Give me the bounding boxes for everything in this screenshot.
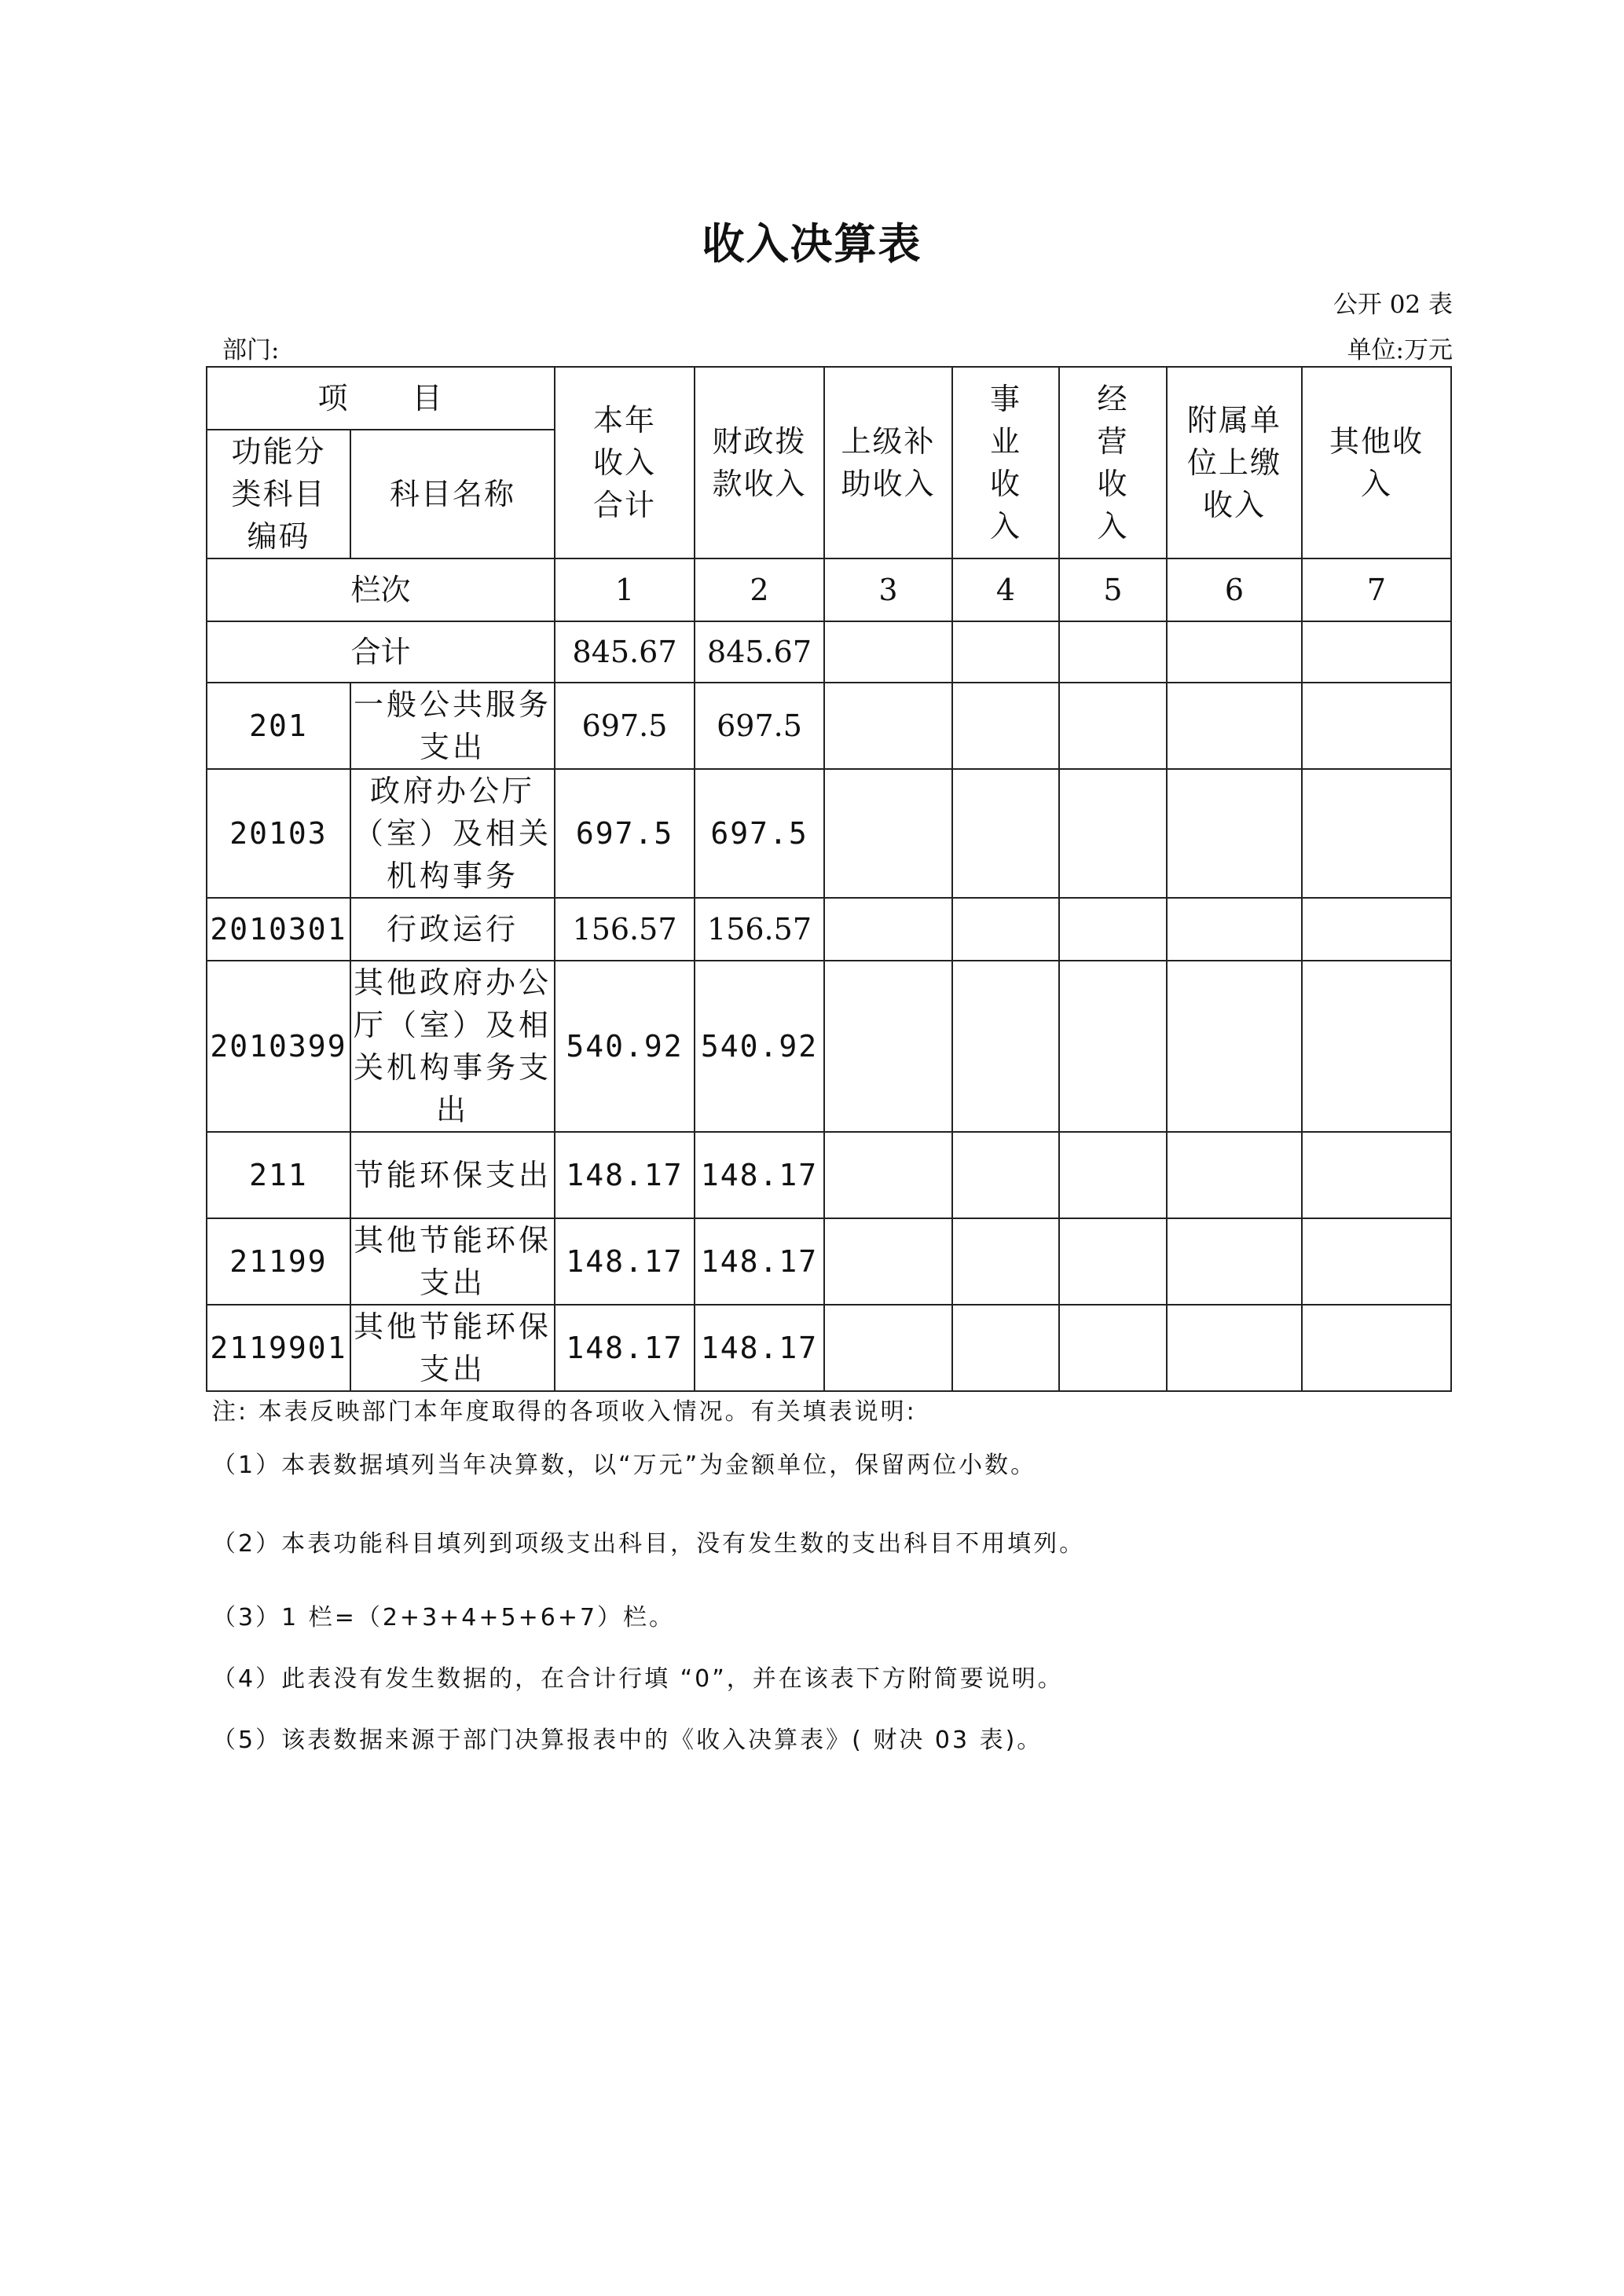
row-col-2: 697.5 <box>695 683 824 769</box>
row-col-1: 697.5 <box>555 683 695 769</box>
row-col-2: 148.17 <box>695 1218 824 1305</box>
note-item: （1）本表数据填列当年决算数，以“万元”为金额单位，保留两位小数。 <box>212 1452 1037 1479</box>
total-row <box>207 621 1451 683</box>
total-label: 合计 <box>207 621 555 683</box>
row-code: 2010301 <box>207 898 350 961</box>
row-col-1: 148.17 <box>555 1132 695 1218</box>
row-name: 其他政府办公厅（室）及相关机构事务支出 <box>350 961 555 1132</box>
column-number-3: 3 <box>824 558 952 621</box>
column-label: 栏次 <box>207 558 555 621</box>
row-col-2: 540.92 <box>695 961 824 1132</box>
row-code: 20103 <box>207 769 350 898</box>
row-col-1: 148.17 <box>555 1218 695 1305</box>
column-number-7: 7 <box>1302 558 1451 621</box>
table-row <box>207 1305 1451 1391</box>
unit-label: 单位:万元 <box>1347 336 1453 364</box>
row-col-2: 148.17 <box>695 1305 824 1391</box>
row-col-2: 148.17 <box>695 1132 824 1218</box>
page-title: 收入决算表 <box>702 218 922 269</box>
row-name: 一般公共服务支出 <box>350 683 555 769</box>
header-col-3: 上级补助收入 <box>824 367 952 558</box>
table-row <box>207 961 1451 1132</box>
note-item: （2）本表功能科目填列到项级支出科目，没有发生数的支出科目不用填列。 <box>212 1530 1086 1558</box>
row-col-1: 697.5 <box>555 769 695 898</box>
header-col-5: 经营收入 <box>1059 367 1167 558</box>
header-col-4: 事业收入 <box>952 367 1059 558</box>
note-item: （3）1 栏=（2+3+4+5+6+7）栏。 <box>212 1604 676 1631</box>
header-name: 科目名称 <box>350 430 555 558</box>
header-col-7: 其他收入 <box>1302 367 1451 558</box>
header-col-2: 财政拨款收入 <box>695 367 824 558</box>
row-name: 政府办公厅（室）及相关机构事务 <box>350 769 555 898</box>
row-name: 行政运行 <box>350 898 555 961</box>
row-code: 2119901 <box>207 1305 350 1391</box>
row-name: 其他节能环保支出 <box>350 1218 555 1305</box>
row-col-1: 156.57 <box>555 898 695 961</box>
income-table <box>206 366 1452 1392</box>
table-row <box>207 1132 1451 1218</box>
table-row <box>207 683 1451 769</box>
note-item: （5）该表数据来源于部门决算报表中的《收入决算表》( 财决 03 表)。 <box>212 1727 1043 1754</box>
column-number-1: 1 <box>555 558 695 621</box>
row-col-1: 540.92 <box>555 961 695 1132</box>
row-col-2: 156.57 <box>695 898 824 961</box>
row-name: 其他节能环保支出 <box>350 1305 555 1391</box>
column-number-4: 4 <box>952 558 1059 621</box>
note-intro: 注: 本表反映部门本年度取得的各项收入情况。有关填表说明: <box>212 1398 917 1426</box>
row-col-2: 697.5 <box>695 769 824 898</box>
header-item: 项 目 <box>207 367 555 430</box>
note-item: （4）此表没有发生数据的，在合计行填 “0”，并在该表下方附简要说明。 <box>212 1665 1064 1693</box>
total-col-2: 845.67 <box>695 621 824 683</box>
total-col-1: 845.67 <box>555 621 695 683</box>
column-number-6: 6 <box>1167 558 1302 621</box>
row-name: 节能环保支出 <box>350 1132 555 1218</box>
column-number-5: 5 <box>1059 558 1167 621</box>
department-label: 部门: <box>222 336 280 364</box>
row-code: 201 <box>207 683 350 769</box>
table-row <box>207 898 1451 961</box>
form-number: 公开 02 表 <box>1333 291 1453 319</box>
row-code: 211 <box>207 1132 350 1218</box>
header-code: 功能分类科目编码 <box>207 430 350 558</box>
column-number-2: 2 <box>695 558 824 621</box>
header-col-6: 附属单位上缴收入 <box>1167 367 1302 558</box>
table-row <box>207 769 1451 898</box>
row-col-1: 148.17 <box>555 1305 695 1391</box>
table-row <box>207 1218 1451 1305</box>
row-code: 2010399 <box>207 961 350 1132</box>
header-col-1: 本年收入合计 <box>555 367 695 558</box>
row-code: 21199 <box>207 1218 350 1305</box>
